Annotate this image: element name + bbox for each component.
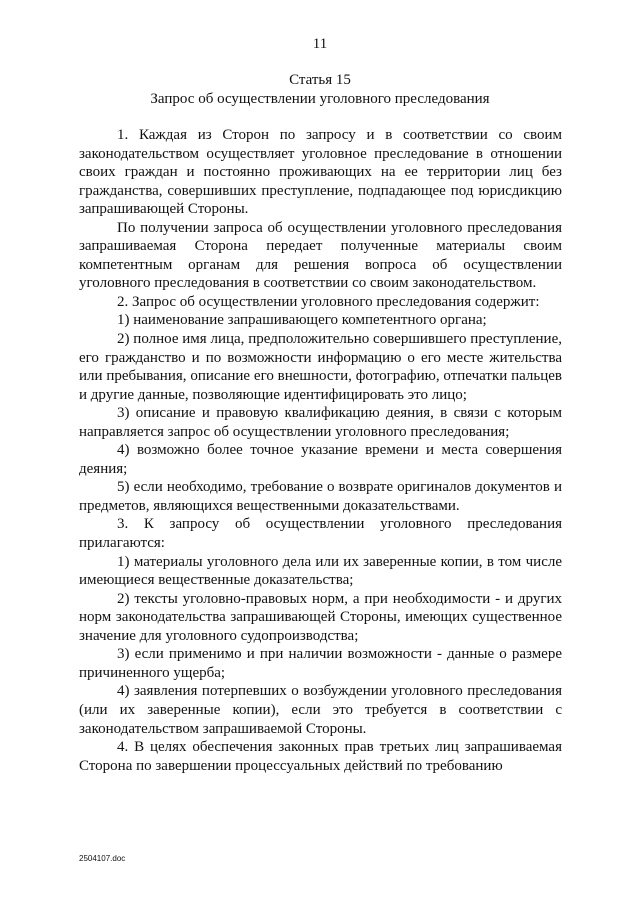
paragraph: 1) материалы уголовного дела или их заверенные копии, в том числе имеющиеся вещественные доказательства;: [79, 553, 562, 589]
paragraph: 1) наименование запрашивающего компетентного органа;: [117, 312, 487, 329]
paragraph: 2. Запрос об осуществлении уголовного преследования содержит:: [117, 293, 540, 310]
paragraph: 4) возможно более точное указание времени и места совершения деяния;: [79, 442, 562, 477]
page-number: 11: [312, 36, 328, 52]
paragraph: 3. К запросу об осуществлении уголовного преследования прилагаются:: [79, 516, 562, 552]
paragraph: 2) полное имя лица, предположительно совершившего преступление, его гражданство и по возможности информацию о его месте жительства или пребывания, описание его внешности, фотографию, отпечатки пальцев и другие данные, позволяющие идентифицировать это лицо;: [79, 331, 562, 403]
article-heading-block: [0, 71, 640, 109]
article-body: [79, 126, 562, 775]
article-title: Запрос об осуществлении уголовного преследования: [150, 91, 490, 107]
paragraph: По получении запроса об осуществлении уголовного преследования запрашиваемая Сторона передает полученные материалы своим компетентным органам для решения вопроса об осуществлении уголовного преследования в соответствии со своим законодательством.: [79, 219, 562, 292]
paragraph: 3) описание и правовую квалификацию деяния, в связи с которым направляется запрос об осуществлении уголовного преследования;: [79, 405, 562, 440]
paragraph: 2) тексты уголовно-правовых норм, а при необходимости - и других норм законодательства запрашивающей Стороны, имеющих существенное значение для уголовного судопроизводства;: [79, 590, 562, 644]
paragraph: 5) если необходимо, требование о возврате оригиналов документов и предметов, являющихся вещественными доказательствами.: [79, 479, 562, 514]
footer-filename: 2504107.doc: [79, 854, 126, 863]
paragraph: 4) заявления потерпевших о возбуждении уголовного преследования (или их заверенные копии), если это требуется в соответствии с законодательством запрашиваемой Стороны.: [79, 683, 562, 737]
article-number: Статья 15: [289, 72, 351, 88]
paragraph: 3) если применимо и при наличии возможности - данные о размере причиненного ущерба;: [79, 646, 562, 681]
paragraph: 4. В целях обеспечения законных прав третьих лиц запрашиваемая Сторона по завершении процессуальных действий по требованию: [79, 739, 562, 774]
paragraph: 1. Каждая из Сторон по запросу и в соответствии со своим законодательством осуществляет уголовное преследование в отношении своих граждан и постоянно проживающих на ее территории лиц без гражданства, совершивших преступление, подпадающее под юрисдикцию запрашивающей Стороны.: [79, 127, 562, 218]
